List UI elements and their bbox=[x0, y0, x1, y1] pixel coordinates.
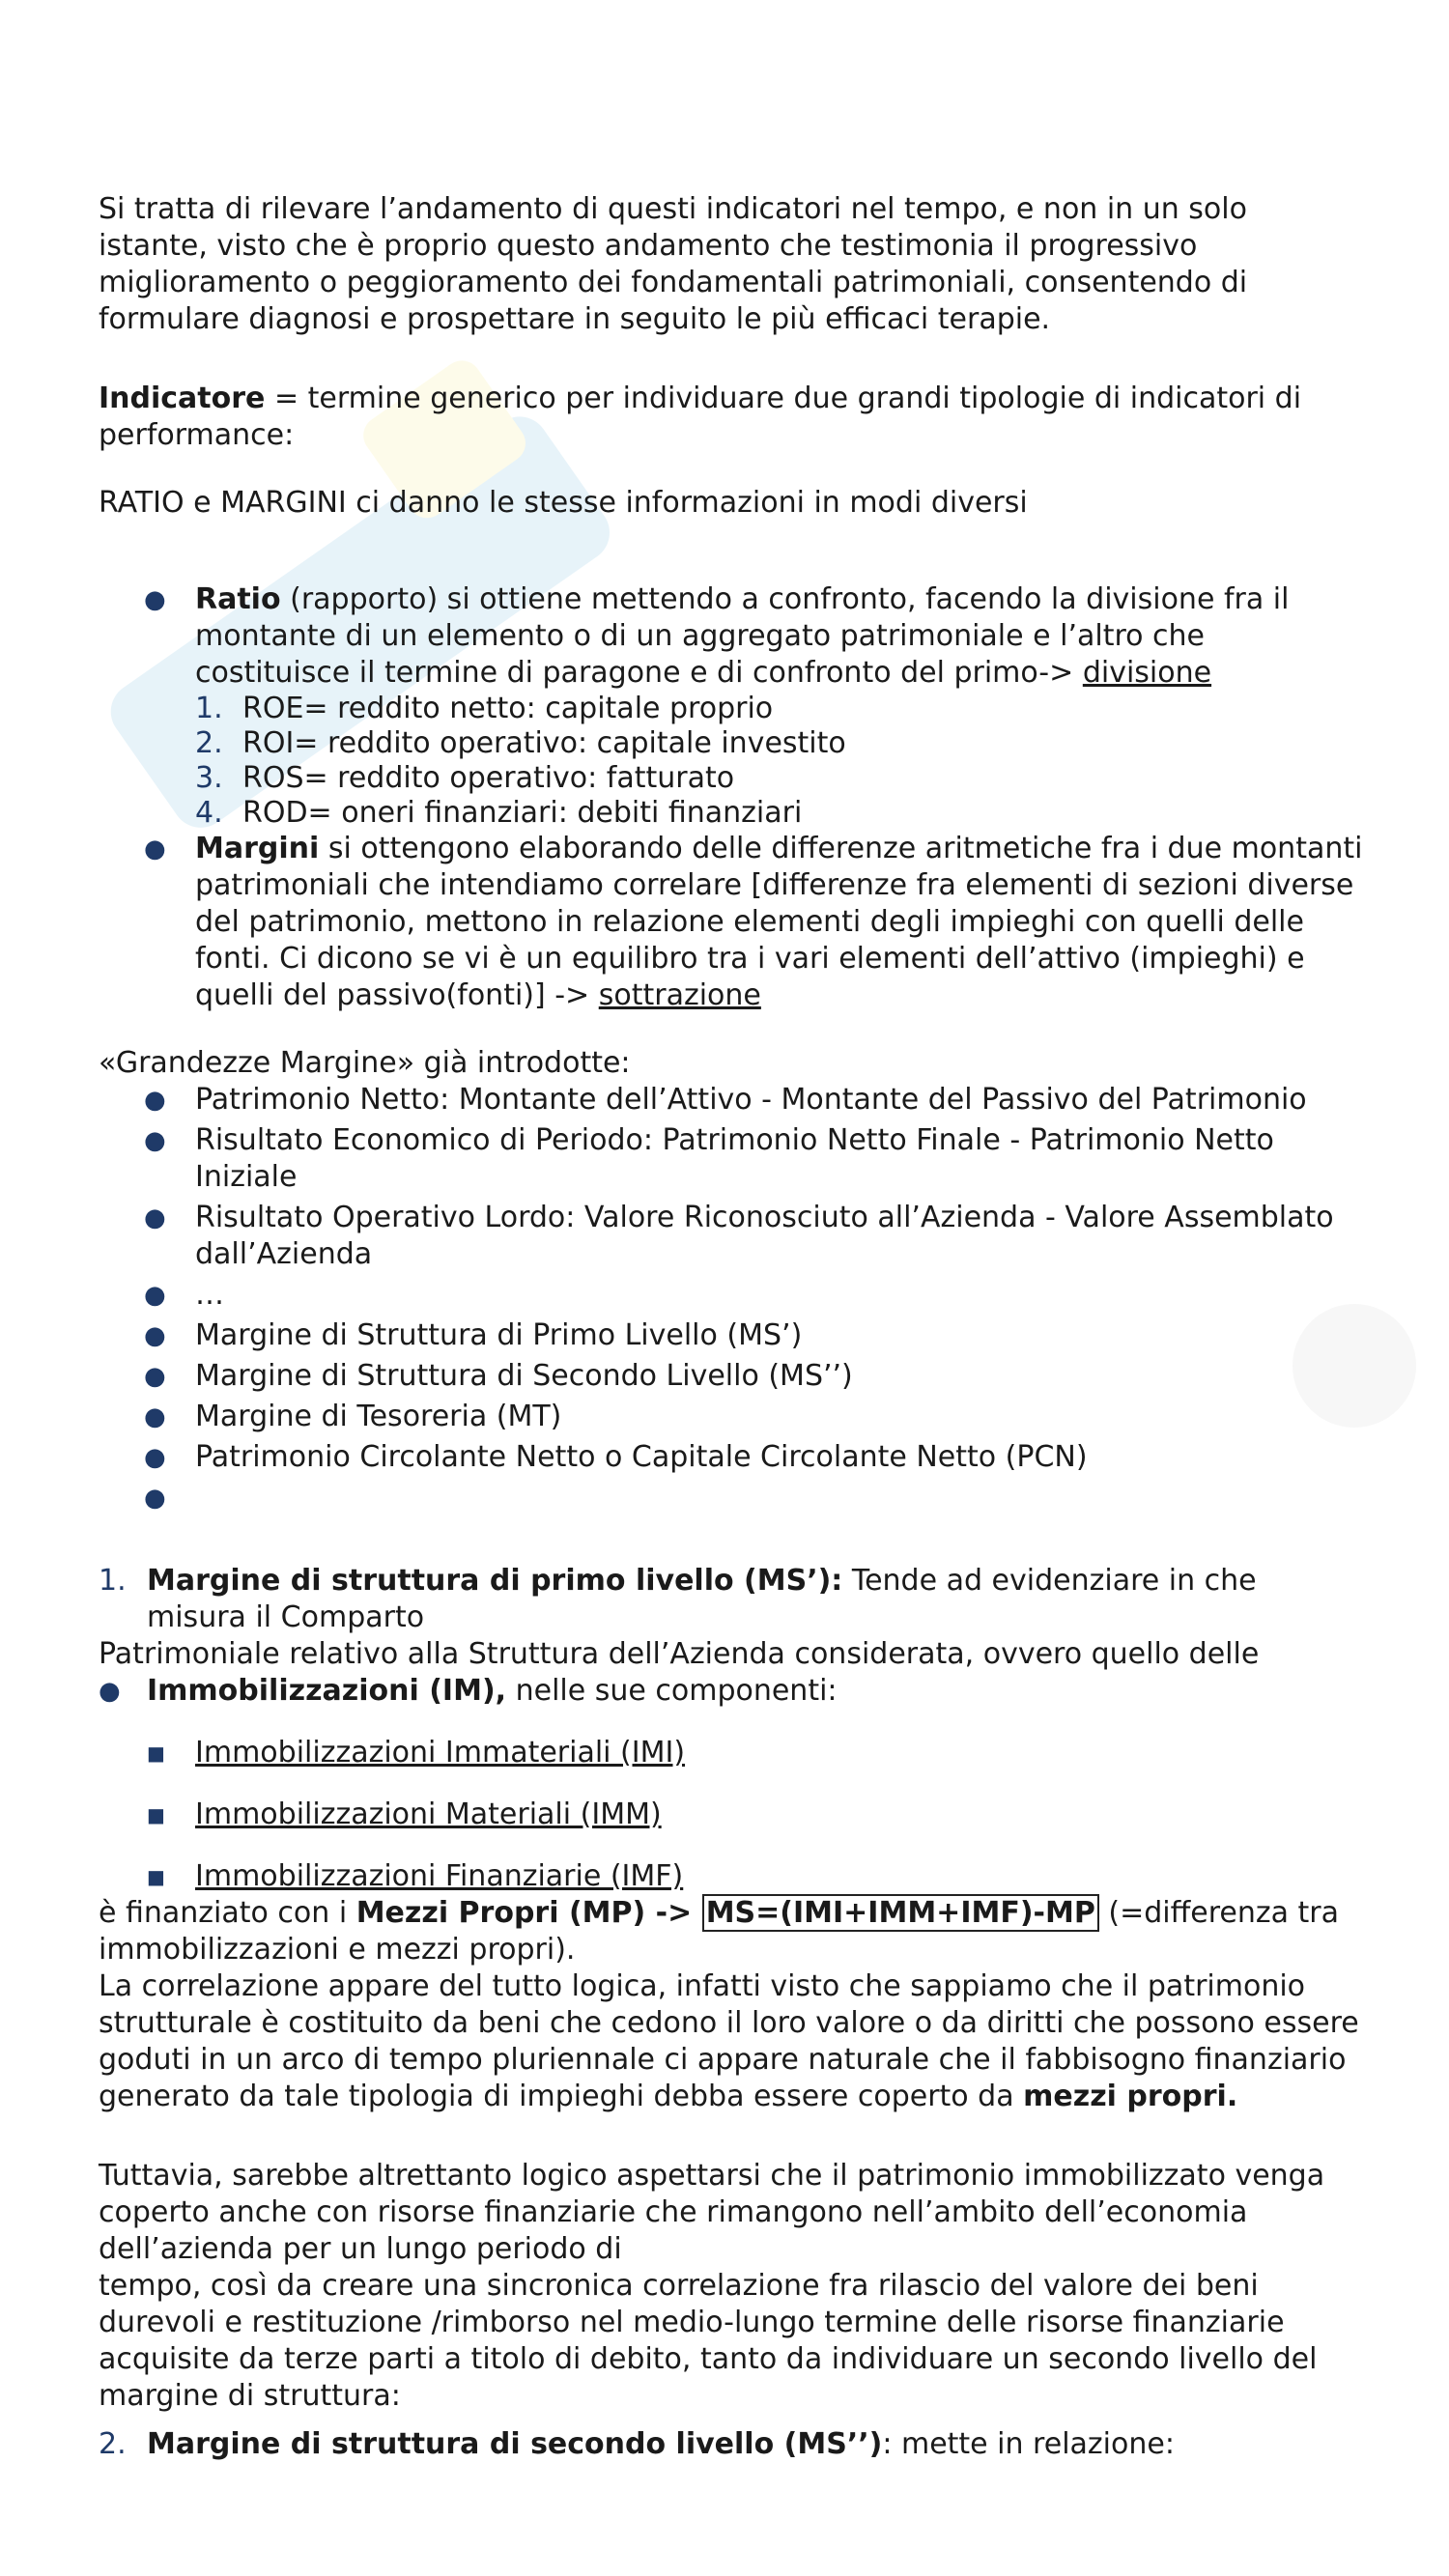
ms1-text: Tende ad evidenziare in che misura il Comparto bbox=[147, 1564, 1257, 1634]
ratio-item-number: 2. bbox=[195, 726, 223, 760]
tuttavia-paragraph-1: Tuttavia, sarebbe altrettanto logico aspettarsi che il patrimonio immobilizzato venga coperto anche con risorse finanziarie che rimangono nell’ambito dell’economia dell’azienda per un lungo periodo di bbox=[99, 2159, 1325, 2266]
square-bullet-icon: ■ bbox=[147, 1803, 165, 1826]
bullet-icon: ● bbox=[144, 1484, 166, 1513]
ms2-heading bbox=[99, 2426, 1364, 2463]
ratio-item-4 bbox=[99, 796, 1364, 831]
grandezze-item-text: Risultato Economico di Periodo: Patrimonio Netto Finale - Patrimonio Netto Iniziale bbox=[195, 1123, 1274, 1194]
grandezze-item-text: Margine di Tesoreria (MT) bbox=[195, 1400, 562, 1433]
intro-paragraph: Si tratta di rilevare l’andamento di questi indicatori nel tempo, e non in un solo istante, visto che è proprio questo andamento che testimonia il progressivo miglioramento o peggioramento dei fondamentali patrimoniali, consentendo di formulare diagnosi e prospettare in seguito le più efficaci terapie. bbox=[99, 192, 1248, 336]
bullet-icon: ● bbox=[144, 1086, 166, 1115]
ratio-term: Ratio bbox=[195, 582, 281, 616]
indicatore-text: = termine generico per individuare due grandi tipologie di indicatori di performance: bbox=[99, 382, 1302, 452]
ms1-formula: MS=(IMI+IMM+IMF)-MP bbox=[702, 1894, 1099, 1932]
grandezze-item-4 bbox=[99, 1277, 1364, 1314]
ms1-term: Margine di struttura di primo livello (MS’): bbox=[147, 1564, 843, 1598]
grandezze-item-text: Patrimonio Circolante Netto o Capitale Circolante Netto (PCN) bbox=[195, 1440, 1088, 1474]
bullet-icon: ● bbox=[99, 1677, 121, 1706]
bullet-icon: ● bbox=[144, 585, 166, 614]
grandezze-item-text: Margine di Struttura di Primo Livello (MS’) bbox=[195, 1318, 803, 1352]
ms1-line2: Patrimoniale relativo alla Struttura dell’Azienda considerata, ovvero quello delle bbox=[99, 1637, 1260, 1671]
ratio-item-1 bbox=[99, 692, 1364, 726]
ms1-sub-text: Immobilizzazioni Materiali (IMM) bbox=[195, 1798, 662, 1831]
ms1-imm-text: nelle sue componenti: bbox=[506, 1674, 838, 1708]
indicatore-paragraph bbox=[99, 381, 1364, 454]
margini-bullet bbox=[99, 831, 1364, 1014]
ms2-term: Margine di struttura di secondo livello (MS’’) bbox=[147, 2427, 883, 2461]
grandezze-item-text: Margine di Struttura di Secondo Livello (MS’’) bbox=[195, 1359, 853, 1393]
ratio-text: (rapporto) si ottiene mettendo a confronto, facendo la divisione fra il montante di un elemento o di un aggregato patrimoniale e l’altro che costituisce il termine di paragone e di confronto del primo-> bbox=[195, 582, 1290, 690]
grandezze-item-9 bbox=[99, 1480, 1364, 1516]
grandezze-item-text: Patrimonio Netto: Montante dell’Attivo - Montante del Passivo del Patrimonio bbox=[195, 1083, 1307, 1117]
ms1-number: 1. bbox=[99, 1564, 127, 1598]
margini-link: sottrazione bbox=[598, 978, 761, 1012]
grandezze-item-text: Risultato Operativo Lordo: Valore Riconosciuto all’Azienda - Valore Assemblato dall’Azienda bbox=[195, 1201, 1334, 1271]
ratio-link: divisione bbox=[1082, 656, 1212, 690]
ratio-item-text: ROD= oneri finanziari: debiti finanziari bbox=[242, 796, 803, 830]
ms1-sub-text: Immobilizzazioni Immateriali (IMI) bbox=[195, 1736, 686, 1769]
grandezze-item-2 bbox=[99, 1122, 1364, 1196]
grandezze-item-8 bbox=[99, 1439, 1364, 1476]
bullet-icon: ● bbox=[144, 1203, 166, 1232]
grandezze-item-7 bbox=[99, 1399, 1364, 1435]
ms1-heading bbox=[99, 1563, 1364, 1636]
margini-text: si ottengono elaborando delle differenze aritmetiche fra i due montanti patrimoniali che intendiamo correlare [differenze fra elementi di sezioni diverse del patrimonio, mettono in relazione elementi degli impieghi con quelli delle fonti. Ci dicono se vi è un equilibro tra i vari elementi dell’attivo (impieghi) e quelli del passivo(fonti)] -> bbox=[195, 832, 1363, 1012]
ms1-sub-1 bbox=[99, 1735, 1364, 1771]
ratio-item-3 bbox=[99, 761, 1364, 796]
grandezze-item-text: … bbox=[195, 1278, 224, 1312]
ratio-margini-line: RATIO e MARGINI ci danno le stesse informazioni in modi diversi bbox=[99, 486, 1028, 520]
bullet-icon: ● bbox=[144, 835, 166, 863]
square-bullet-icon: ■ bbox=[147, 1741, 165, 1765]
ms1-sub-text: Immobilizzazioni Finanziarie (IMF) bbox=[195, 1859, 684, 1893]
grandezze-item-1 bbox=[99, 1082, 1364, 1118]
grandezze-item-5 bbox=[99, 1317, 1364, 1354]
ms1-financing bbox=[99, 1895, 1364, 1968]
ratio-item-number: 1. bbox=[195, 692, 223, 725]
ms1-imm-bullet bbox=[99, 1673, 1364, 1710]
margini-term: Margini bbox=[195, 832, 320, 865]
ms2-number: 2. bbox=[99, 2427, 127, 2461]
ratio-item-number: 4. bbox=[195, 796, 223, 830]
bullet-icon: ● bbox=[144, 1443, 166, 1472]
ms1-correlation bbox=[99, 1968, 1364, 2115]
ratio-item-text: ROI= reddito operativo: capitale investito bbox=[242, 726, 846, 760]
grandezze-item-6 bbox=[99, 1358, 1364, 1395]
document-page bbox=[99, 191, 1364, 2463]
bullet-icon: ● bbox=[144, 1126, 166, 1155]
tuttavia-paragraph-2: tempo, così da creare una sincronica correlazione fra rilascio del valore dei beni durevoli e restituzione /rimborso nel medio-lungo termine delle risorse finanziarie acquisite da terze parti a titolo di debito, tanto da individuare un secondo livello del margine di struttura: bbox=[99, 2269, 1318, 2413]
ms1-fin-bold: Mezzi Propri (MP) -> bbox=[355, 1896, 702, 1930]
ratio-item-text: ROE= reddito netto: capitale proprio bbox=[242, 692, 774, 725]
ms1-sub-3 bbox=[99, 1858, 1364, 1895]
ms1-sub-2 bbox=[99, 1797, 1364, 1833]
ms1-corr-bold: mezzi propri. bbox=[1023, 2080, 1238, 2113]
ratio-item-text: ROS= reddito operativo: fatturato bbox=[242, 761, 735, 795]
bullet-icon: ● bbox=[144, 1321, 166, 1350]
ms1-fin-pre: è finanziato con i bbox=[99, 1896, 356, 1930]
ratio-item-number: 3. bbox=[195, 761, 223, 795]
ms1-fin-post: (=differenza tra immobilizzazioni e mezzi propri). bbox=[99, 1896, 1340, 1967]
ratio-item-2 bbox=[99, 726, 1364, 761]
bullet-icon: ● bbox=[144, 1281, 166, 1310]
ms1-corr-text: La correlazione appare del tutto logica, infatti visto che sappiamo che il patrimonio strutturale è costituito da beni che cedono il loro valore o da diritti che possono essere goduti in un arco di tempo pluriennale ci appare naturale che il fabbisogno finanziario generato da tale tipologia di impieghi debba essere coperto da bbox=[99, 1969, 1359, 2113]
ms2-text: : mette in relazione: bbox=[882, 2427, 1175, 2461]
grandezze-title: «Grandezze Margine» già introdotte: bbox=[99, 1046, 631, 1080]
ms1-imm-term: Immobilizzazioni (IM), bbox=[147, 1674, 507, 1708]
indicatore-term: Indicatore bbox=[99, 382, 266, 415]
bullet-icon: ● bbox=[144, 1362, 166, 1391]
square-bullet-icon: ■ bbox=[147, 1865, 165, 1888]
ratio-bullet bbox=[99, 581, 1364, 692]
grandezze-item-3 bbox=[99, 1200, 1364, 1273]
bullet-icon: ● bbox=[144, 1402, 166, 1431]
